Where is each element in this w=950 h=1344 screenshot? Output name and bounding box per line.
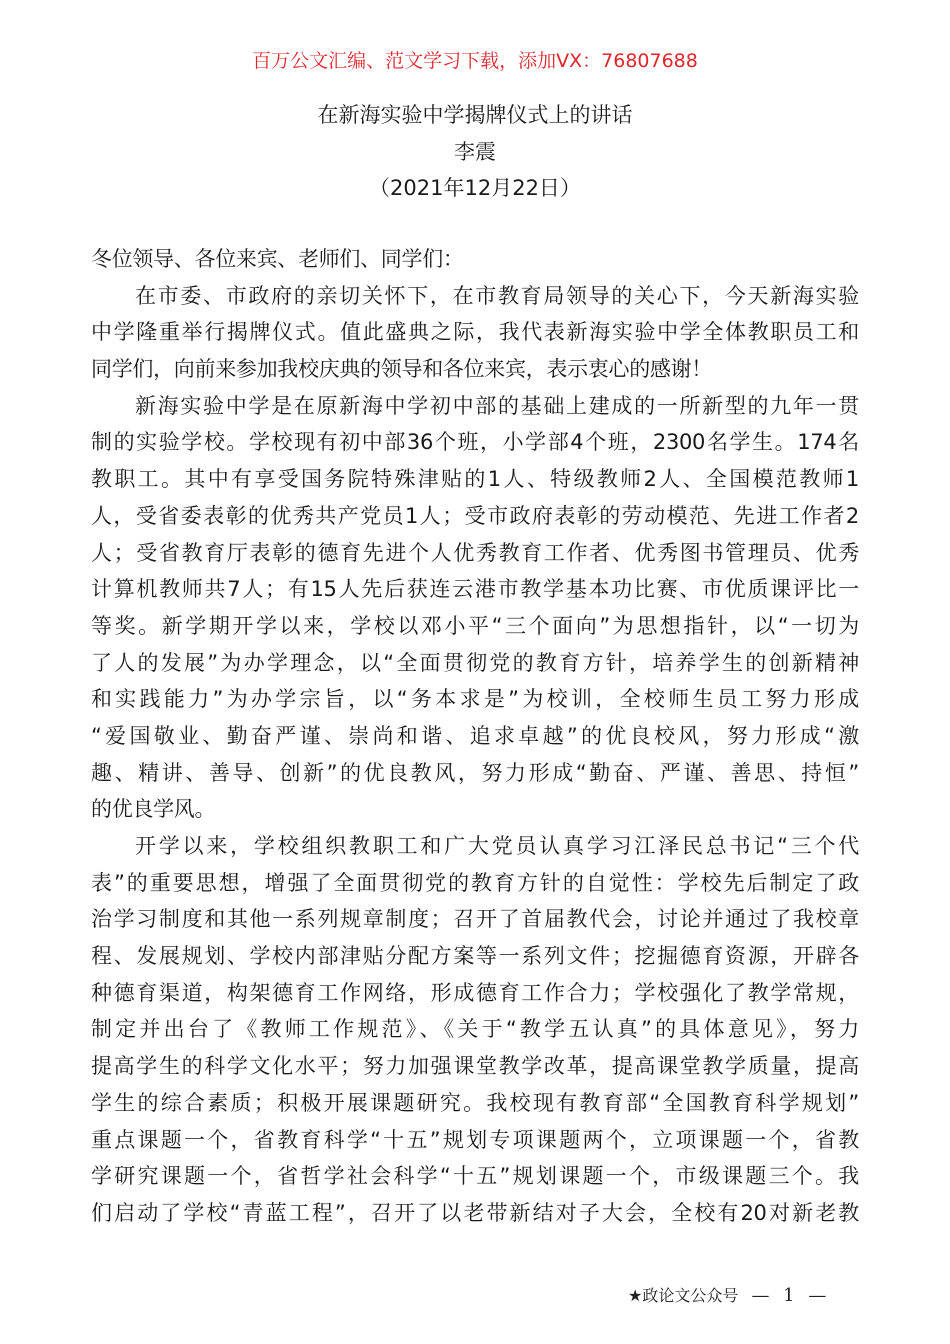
text-line: 中学隆重举行揭牌仪式。值此盛典之际，我代表新海实验中学全体教职员工和 (91, 320, 859, 345)
text-line: 制的实验学校。学校现有初中部36个班，小学部4个班，2300名学生。174名 (91, 430, 859, 455)
footer-source: ★政论文公众号 (628, 1286, 739, 1305)
text-line: 人；受省教育厅表彰的德育先进个人优秀教育工作者、优秀图书管理员、优秀 (91, 540, 859, 565)
text-line: 治学习制度和其他一系列规章制度；召开了首届教代会，讨论并通过了我校章 (91, 907, 859, 932)
document-body (91, 241, 859, 1232)
document-title: 在新海实验中学揭牌仪式上的讲话 (317, 103, 633, 127)
text-line: 们启动了学校“青蓝工程”，召开了以老带新结对子大会，全校有20对新老教 (91, 1200, 859, 1225)
page-number: — 1 — (751, 1285, 831, 1306)
salutation (91, 241, 859, 278)
text-line: 趣、精讲、善导、创新”的优良教风，努力形成“勤奋、严谨、善思、持恒” (91, 760, 859, 785)
text-line: 了人的发展”为办学理念，以“全面贯彻党的教育方针，培养学生的创新精神 (91, 650, 859, 675)
text-line: 开学以来，学校组织教职工和广大党员认真学习江泽民总书记“三个代 (135, 834, 859, 858)
document-date: （2021年12月22日） (369, 176, 581, 200)
paragraph (91, 828, 859, 1232)
text-line: 冬位领导、各位来宾、老师们、同学们： (91, 247, 464, 271)
paragraph (91, 388, 859, 828)
page-footer (628, 1283, 830, 1306)
text-line: 学研究课题一个，省哲学社会科学“十五”规划课题一个，市级课题三个。我 (91, 1164, 859, 1189)
document-author: 李震 (454, 140, 496, 164)
text-line: 重点课题一个，省教育科学“十五”规划专项课题两个，立项课题一个，省教 (91, 1127, 859, 1152)
text-line: 表”的重要思想，增强了全面贯彻党的教育方针的自觉性：学校先后制定了政 (91, 870, 859, 895)
text-line: 教职工。其中有享受国务院特殊津贴的1人、特级教师2人、全国模范教师1 (91, 467, 859, 492)
text-line: 计算机教师共7人；有15人先后获连云港市教学基本功比赛、市优质课评比一 (91, 577, 859, 602)
text-line: 种德育渠道，构架德育工作网络，形成德育工作合力；学校强化了教学常规， (91, 980, 859, 1005)
text-line: 提高学生的科学文化水平；努力加强课堂教学改革，提高课堂教学质量，提高 (91, 1054, 859, 1079)
text-line: 学生的综合素质；积极开展课题研究。我校现有教育部“全国教育科学规划” (91, 1090, 859, 1115)
text-line: “爱国敬业、勤奋严谨、崇尚和谐、追求卓越”的优良校风，努力形成“激 (91, 723, 859, 748)
text-line: 等奖。新学期开学以来，学校以邓小平“三个面向”为思想指针，以“一切为 (91, 613, 859, 638)
text-line: 程、发展规划、学校内部津贴分配方案等一系列文件；挖掘德育资源，开辟各 (91, 944, 859, 969)
header-banner: 百万公文汇编、范文学习下载，添加VX：76807688 (252, 50, 698, 72)
paragraph (91, 278, 859, 388)
text-line: 在市委、市政府的亲切关怀下，在市教育局领导的关心下，今天新海实验 (135, 283, 859, 308)
text-line: 同学们，向前来参加我校庆典的领导和各位来宾，表示衷心的感谢！ (91, 357, 712, 382)
text-line: 新海实验中学是在原新海中学初中部的基础上建成的一所新型的九年一贯 (135, 393, 859, 418)
text-line: 人，受省委表彰的优秀共产党员1人；受市政府表彰的劳动模范、先进工作者2 (91, 503, 859, 528)
text-line: 和实践能力”为办学宗旨，以“务本求是”为校训，全校师生员工努力形成 (91, 687, 859, 712)
text-line: 制定并出台了《教师工作规范》、《关于“教学五认真”的具体意见》，努力 (91, 1017, 859, 1042)
text-line: 的优良学风。 (91, 797, 216, 822)
